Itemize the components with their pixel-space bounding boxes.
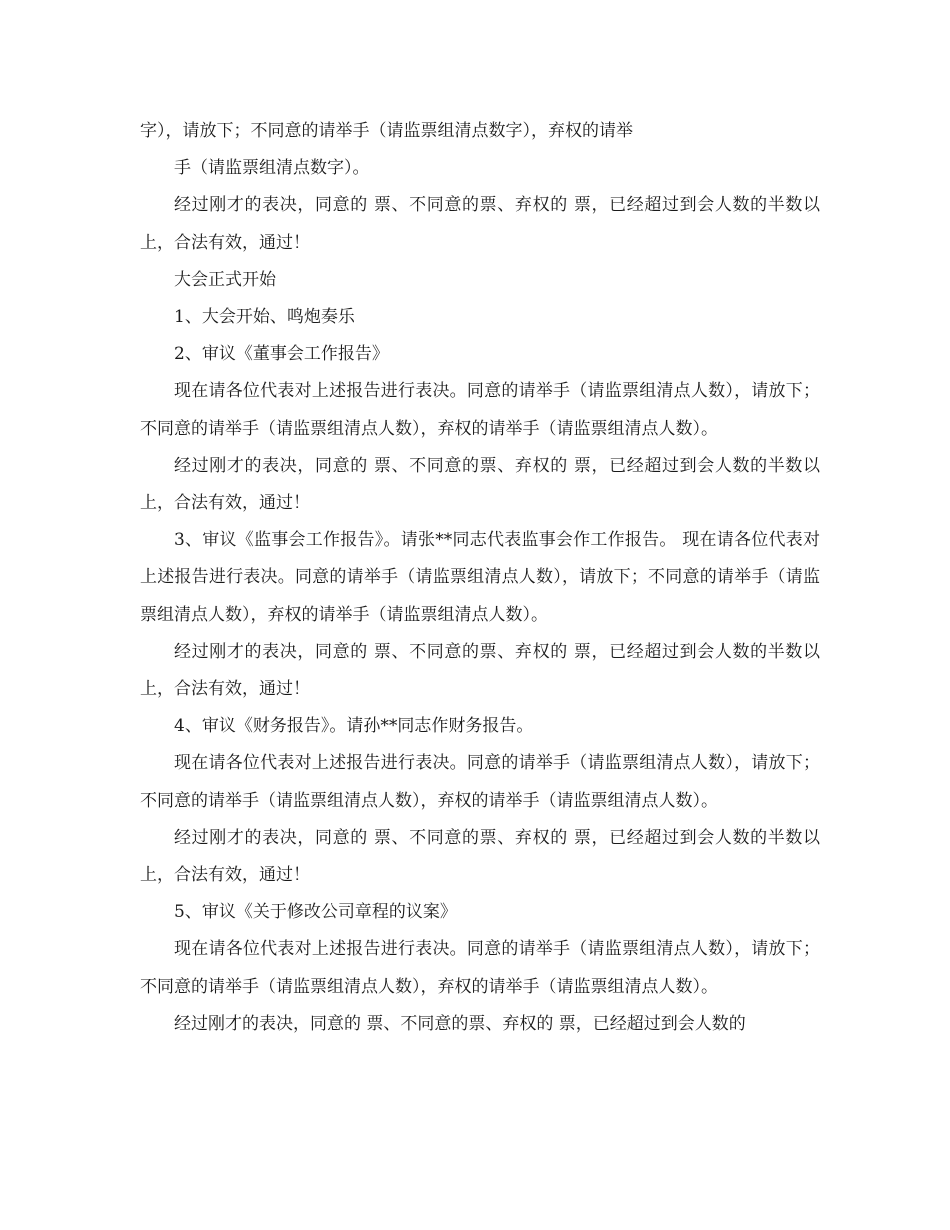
agenda-item-5: 5、审议《关于修改公司章程的议案》 — [174, 902, 457, 923]
paragraph-vote-result: 经过刚才的表决，同意的 票、不同意的票、弃权的 票，已经超过到会人数的半数以上，合法有效，通过！ — [140, 195, 820, 253]
agenda-item-3: 3、审议《监事会工作报告》。请张**同志代表监事会作工作报告。 现在请各位代表对上述报告进行表决。同意的请举手（请监票组清点人数），请放下；不同意的请举手（请监票组清点人数），弃权的请举手（请监票组清点人数）。 — [140, 530, 820, 625]
paragraph-vote-call: 现在请各位代表对上述报告进行表决。同意的请举手（请监票组清点人数），请放下；不同意的请举手（请监票组清点人数），弃权的请举手（请监票组清点人数）。 — [140, 753, 820, 811]
section-heading: 大会正式开始 — [174, 269, 276, 290]
paragraph-vote-result: 经过刚才的表决，同意的 票、不同意的票、弃权的 票，已经超过到会人数的半数以上，合法有效，通过！ — [140, 641, 820, 700]
paragraph-vote-result-partial: 经过刚才的表决，同意的 票、不同意的票、弃权的 票，已经超过到会人数的 — [174, 1013, 746, 1034]
document-body — [140, 113, 820, 1043]
paragraph-vote-call: 现在请各位代表对上述报告进行表决。同意的请举手（请监票组清点人数），请放下；不同意的请举手（请监票组清点人数），弃权的请举手（请监票组清点人数）。 — [140, 381, 820, 439]
paragraph-vote-result: 经过刚才的表决，同意的 票、不同意的票、弃权的 票，已经超过到会人数的半数以上，合法有效，通过！ — [140, 827, 820, 886]
agenda-item-2: 2、审议《董事会工作报告》 — [174, 344, 389, 365]
agenda-item-1: 1、大会开始、鸣炮奏乐 — [174, 307, 355, 328]
paragraph-vote-call: 现在请各位代表对上述报告进行表决。同意的请举手（请监票组清点人数），请放下；不同意的请举手（请监票组清点人数），弃权的请举手（请监票组清点人数）。 — [140, 939, 820, 997]
paragraph-continuation: 字），请放下；不同意的请举手（请监票组清点数字），弃权的请举 — [140, 121, 633, 141]
paragraph-vote-result: 经过刚才的表决，同意的 票、不同意的票、弃权的 票，已经超过到会人数的半数以上，合法有效，通过！ — [140, 455, 820, 514]
agenda-item-4: 4、审议《财务报告》。请孙**同志作财务报告。 — [174, 716, 534, 737]
paragraph-continuation-tail: 手（请监票组清点数字）。 — [174, 158, 370, 179]
